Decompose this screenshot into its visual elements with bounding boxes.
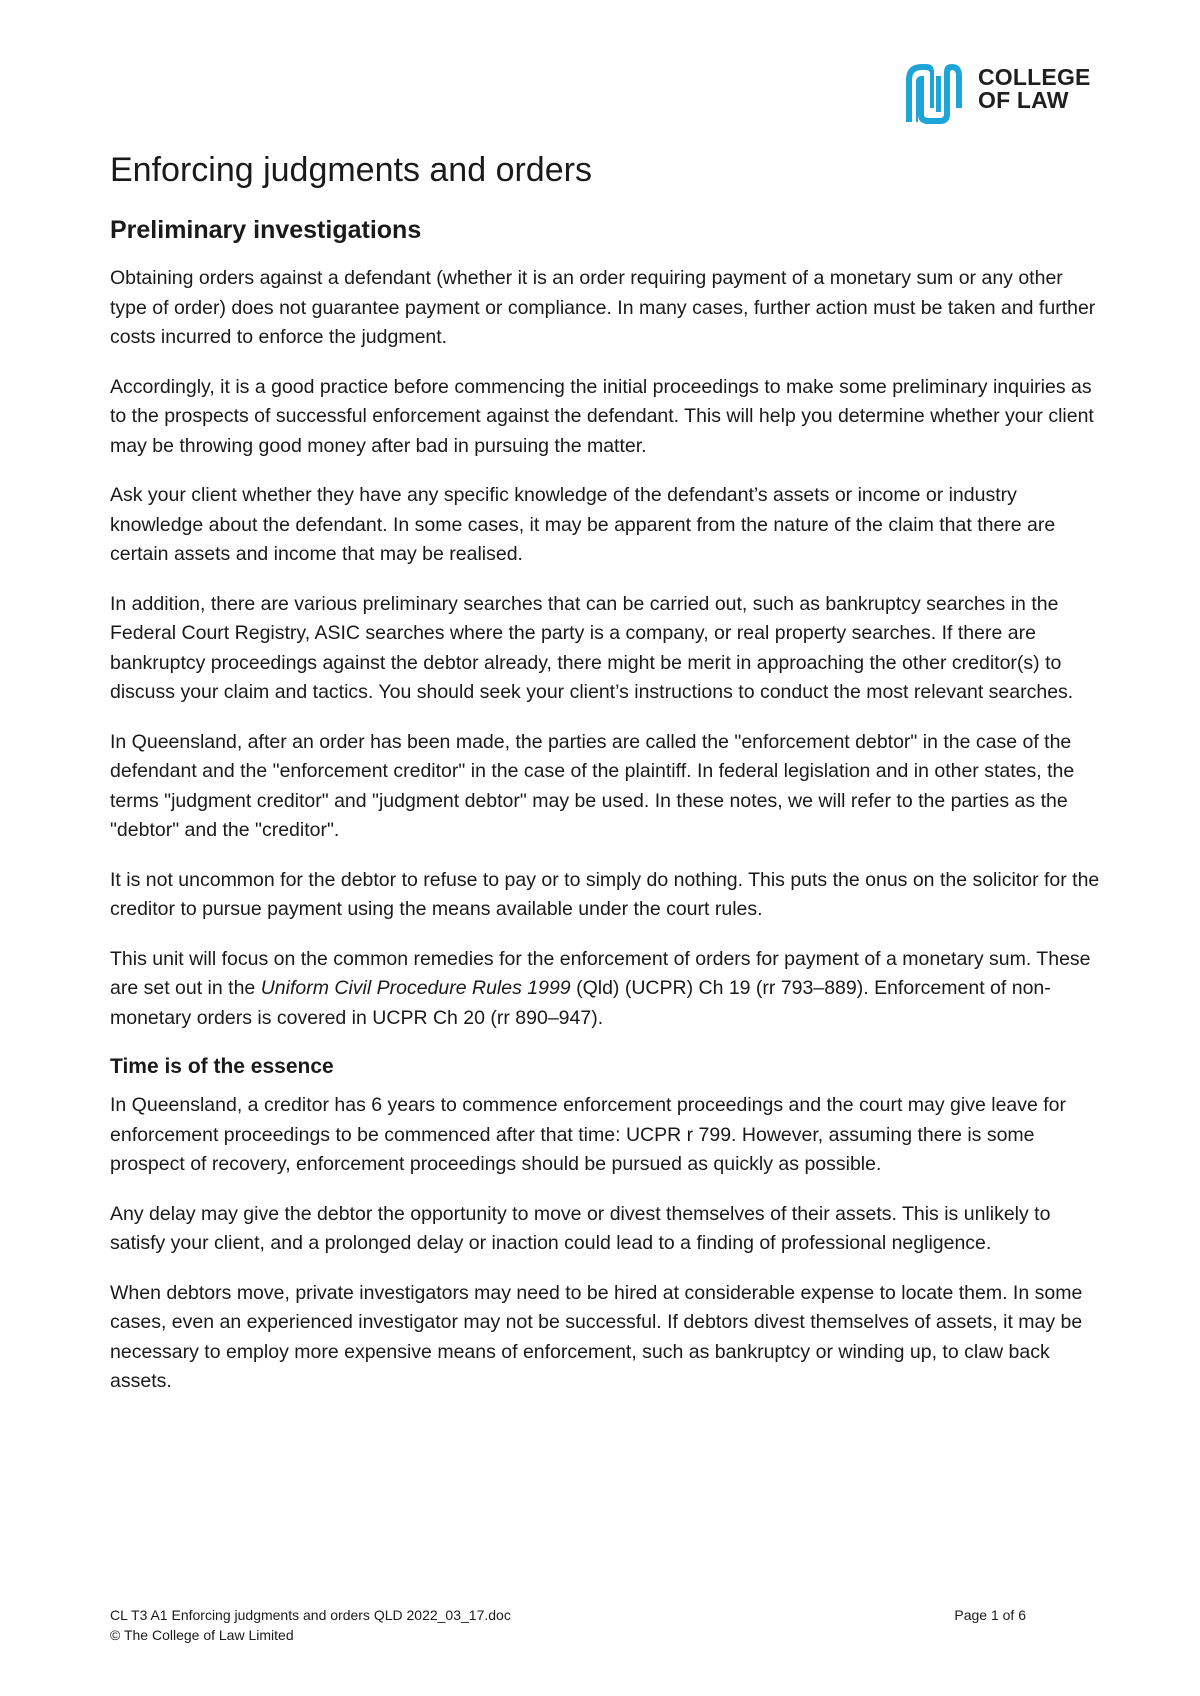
footer-page-number: Page 1 of 6 [954, 1607, 1026, 1623]
logo-line-1: COLLEGE [978, 64, 1091, 90]
college-of-law-logo-icon [900, 58, 968, 126]
paragraph-7-end: (Qld) (UCPR) Ch 19 (rr 793–889). Enforcement of non-monetary orders is covered in UCPR Ch 20 (rr 890–947). [110, 977, 1051, 1029]
paragraph-1: Obtaining orders against a defendant (whether it is an order requiring payment of a monetary sum or any other type of order) does not guarantee payment or compliance. In many cases, further action must be taken and further costs incurred to enforce the judgment. [110, 267, 1096, 348]
page-title: Enforcing judgments and orders [110, 151, 592, 189]
document-body [110, 150, 1105, 1417]
paragraph-7-start: This unit will focus on the common remedies for the enforcement of orders for payment of a monetary sum. These are set out in the [110, 947, 1091, 999]
paragraph-8: In Queensland, a creditor has 6 years to commence enforcement proceedings and the court may give leave for enforcement proceedings to be commenced after that time: UCPR r 799. However, assuming there is some prospect of recovery, enforcement proceedings should be pursued as quickly as possible. [110, 1094, 1067, 1175]
section-heading-preliminary: Preliminary investigations [110, 216, 422, 244]
page-footer [110, 1605, 1026, 1645]
legislation-citation: Uniform Civil Procedure Rules 1999 [260, 977, 571, 999]
section-heading-time: Time is of the essence [110, 1055, 334, 1078]
paragraph-5: In Queensland, after an order has been made, the parties are called the "enforcement debtor" in the case of the defendant and the "enforcement creditor" in the case of the plaintiff. In federal legislation and in other states, the terms "judgment creditor" and "judgment debtor" may be used. In these notes, we will refer to the parties as the "debtor" and the "creditor". [110, 730, 1075, 841]
paragraph-7 [110, 945, 1105, 1034]
paragraph-10: When debtors move, private investigators may need to be hired at considerable expense to locate them. In some cases, even an experienced investigator may not be successful. If debtors divest themselves of assets, it may be necessary to employ more expensive means of enforcement, such as bankruptcy or winding up, to claw back assets. [110, 1281, 1083, 1392]
paragraph-3: Ask your client whether they have any specific knowledge of the defendant’s assets or income or industry knowledge about the defendant. In some cases, it may be apparent from the nature of the claim that there are certain assets and income that may be realised. [110, 484, 1056, 565]
footer-document-name: CL T3 A1 Enforcing judgments and orders QLD 2022_03_17.doc [110, 1607, 511, 1623]
paragraph-6: It is not uncommon for the debtor to refuse to pay or to simply do nothing. This puts the onus on the solicitor for the creditor to pursue payment using the means available under the court rules. [110, 868, 1100, 920]
paragraph-2: Accordingly, it is a good practice before commencing the initial proceedings to make some preliminary inquiries as to the prospects of successful enforcement against the defendant. This will help you determine whether your client may be throwing good money after bad in pursuing the matter. [110, 375, 1094, 457]
college-of-law-logo [900, 58, 1105, 128]
paragraph-9: Any delay may give the debtor the opportunity to move or divest themselves of their assets. This is unlikely to satisfy your client, and a prolonged delay or inaction could lead to a finding of professional negligence. [110, 1202, 1051, 1254]
paragraph-4: In addition, there are various preliminary searches that can be carried out, such as bankruptcy searches in the Federal Court Registry, ASIC searches where the party is a company, or real property searches. If there are bankruptcy proceedings against the debtor already, there might be merit in approaching the other creditor(s) to discuss your claim and tactics. You should seek your client’s instructions to conduct the most relevant searches. [110, 592, 1074, 703]
logo-line-2: OF LAW [978, 87, 1069, 113]
footer-copyright: © The College of Law Limited [110, 1627, 294, 1643]
logo-wordmark [978, 66, 1091, 112]
